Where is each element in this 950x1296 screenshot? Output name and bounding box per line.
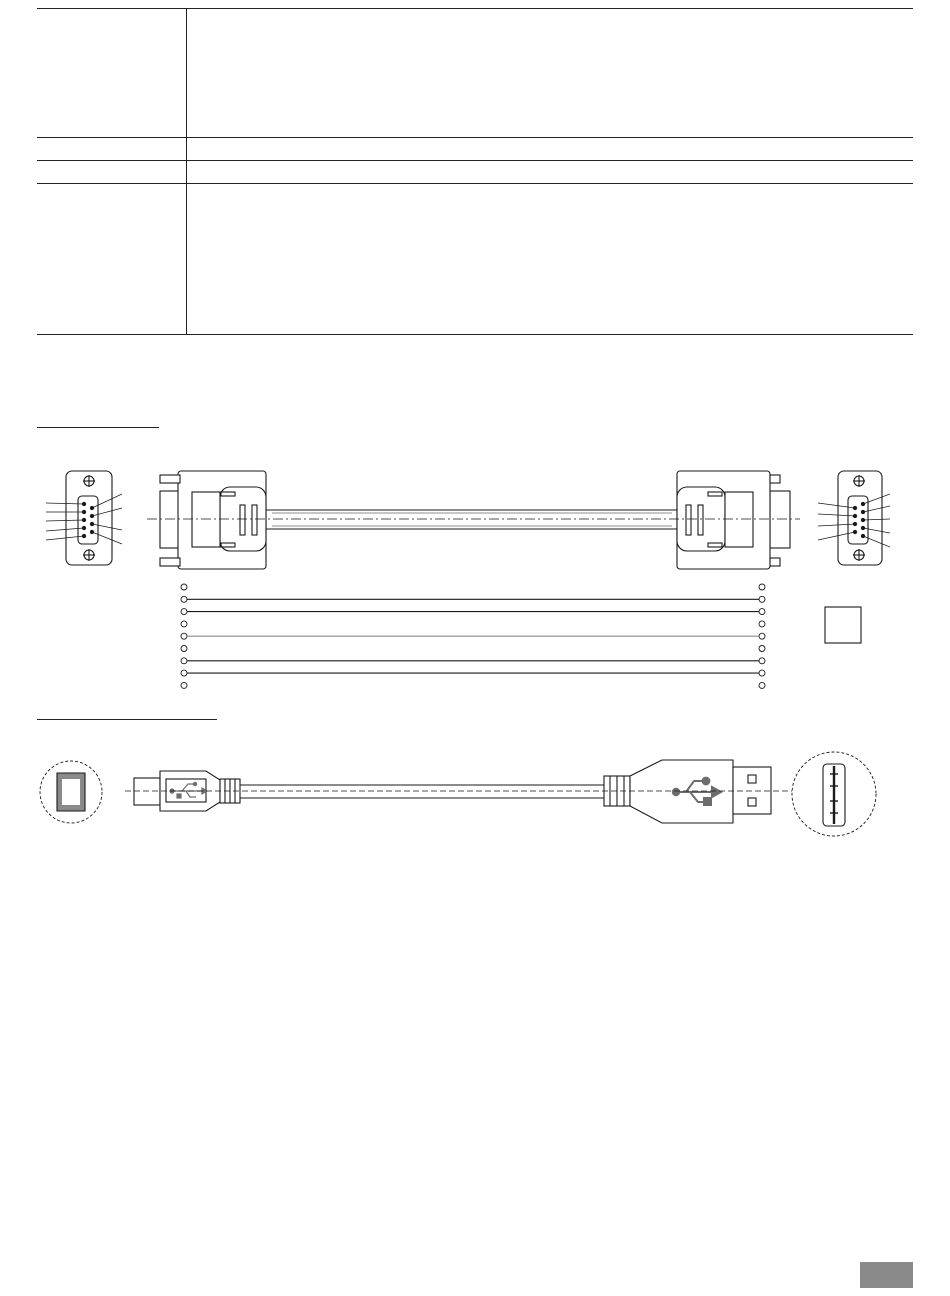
serial-connector-left bbox=[160, 471, 266, 569]
pin-terminal bbox=[759, 621, 765, 627]
pin-terminal bbox=[181, 584, 187, 590]
pin-terminal bbox=[759, 633, 765, 639]
serial-cable-diagram bbox=[0, 440, 950, 700]
page-number-tab bbox=[860, 1262, 913, 1288]
pin-wiring bbox=[181, 584, 765, 688]
serial-connector-right bbox=[677, 471, 790, 569]
usb-type-b-port-icon bbox=[40, 761, 102, 823]
db9-female-connector-icon bbox=[818, 471, 890, 565]
spec-table-row-separator bbox=[37, 137, 913, 138]
usb-cable-heading-rule bbox=[37, 719, 217, 720]
pin-terminal bbox=[759, 596, 765, 602]
pin-terminal bbox=[759, 658, 765, 664]
pin-terminal bbox=[181, 658, 187, 664]
pin-terminal bbox=[181, 621, 187, 627]
spec-table bbox=[37, 8, 913, 335]
pin-terminal bbox=[181, 670, 187, 676]
pin-terminal bbox=[181, 609, 187, 615]
legend-box bbox=[825, 607, 861, 643]
serial-cable-heading-rule bbox=[37, 427, 159, 428]
pin-terminal bbox=[181, 682, 187, 688]
usb-type-a-port-icon bbox=[792, 752, 876, 836]
pin-terminal bbox=[759, 670, 765, 676]
pin-terminal bbox=[759, 609, 765, 615]
pin-terminal bbox=[759, 584, 765, 590]
spec-table-column-divider bbox=[186, 9, 187, 334]
pin-terminal bbox=[181, 646, 187, 652]
spec-table-row-separator bbox=[37, 160, 913, 161]
pin-terminal bbox=[181, 596, 187, 602]
pin-terminal bbox=[759, 682, 765, 688]
spec-table-row-separator bbox=[37, 183, 913, 184]
db9-female-connector-icon bbox=[46, 471, 122, 565]
pin-terminal bbox=[181, 633, 187, 639]
pin-terminal bbox=[759, 646, 765, 652]
usb-cable-diagram bbox=[0, 745, 950, 845]
